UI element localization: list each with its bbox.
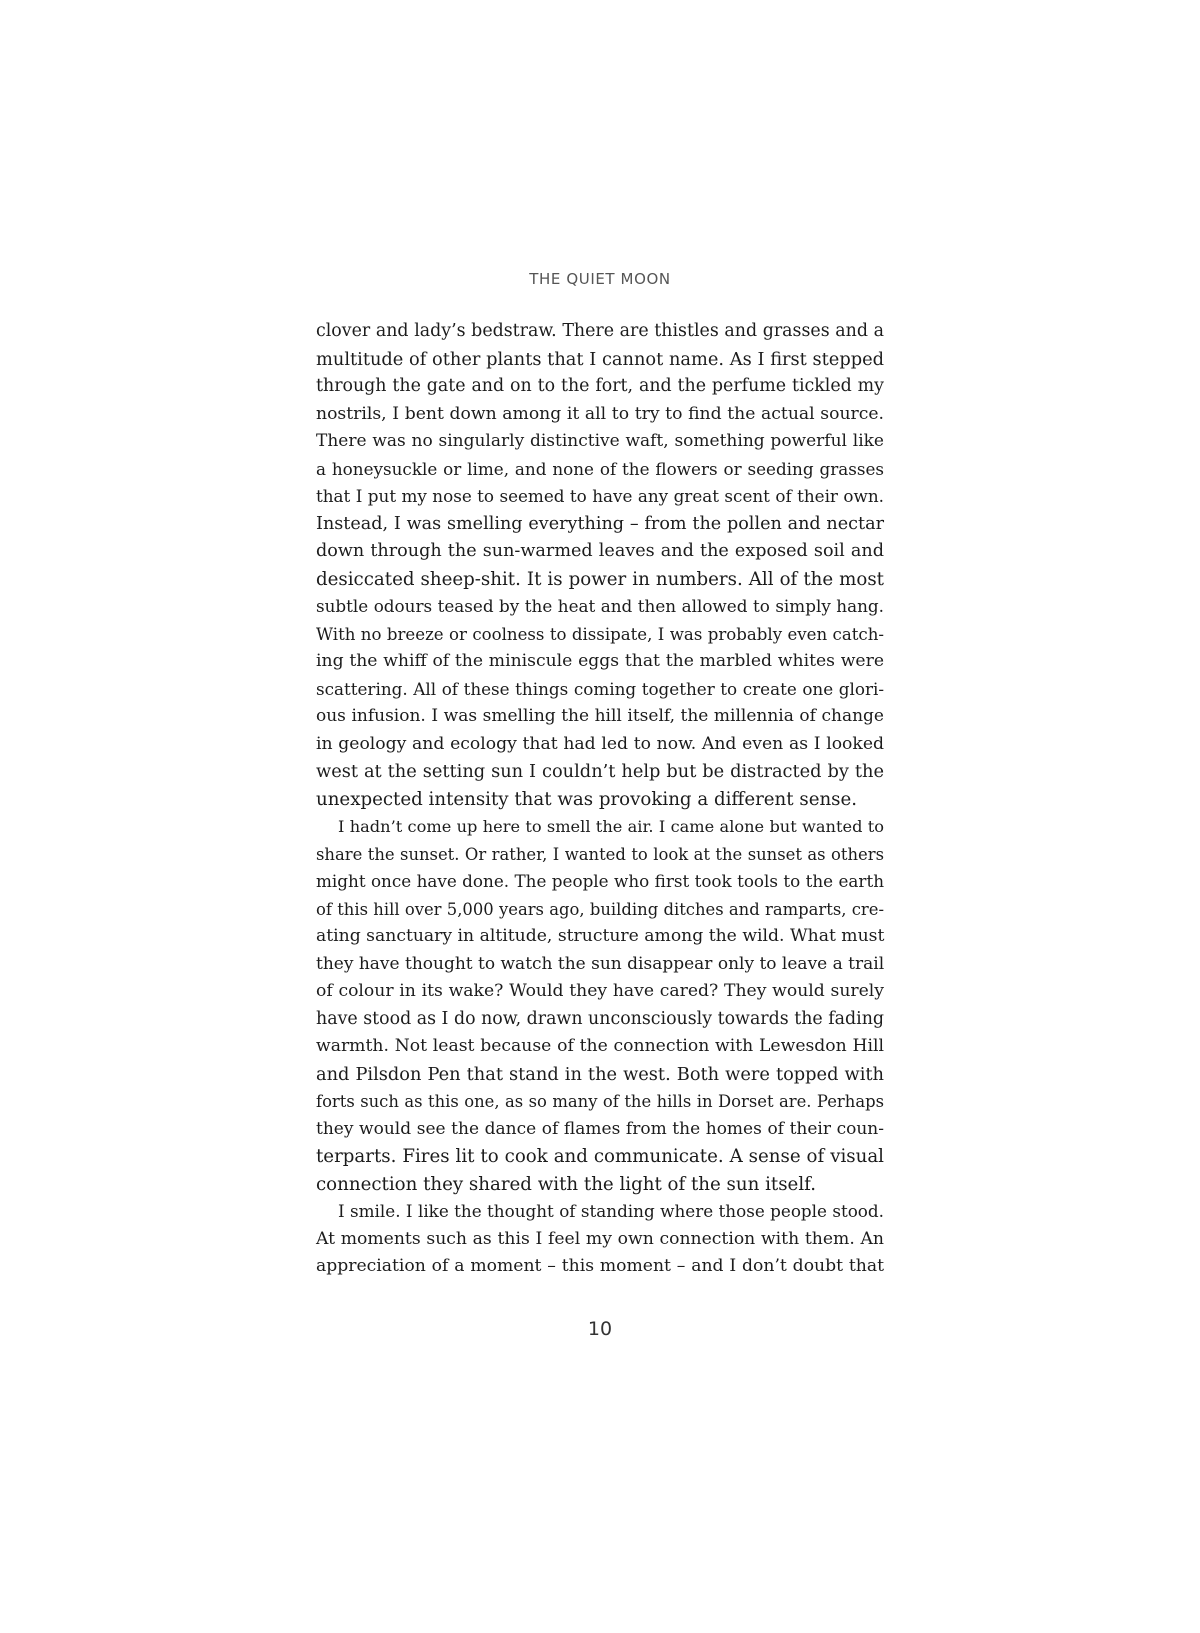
text-line: unexpected intensity that was provoking a different sense.	[316, 788, 858, 810]
text-line: subtle odours teased by the heat and then allowed to simply hang.	[316, 596, 884, 616]
text-line: ating sanctuary in altitude, structure among the wild. What must	[316, 926, 885, 946]
text-line: a honeysuckle or lime, and none of the flowers or seeding grasses	[316, 458, 884, 479]
text-line: ing the whiff of the miniscule eggs that the marbled whites were	[316, 651, 884, 671]
text-line: and Pilsdon Pen that stand in the west. Both were topped with	[316, 1063, 884, 1085]
paragraph	[316, 1198, 884, 1281]
text-line: through the gate and on to the fort, and the perfume tickled my	[316, 376, 884, 396]
text-line: nostrils, I bent down among it all to try to find the actual source.	[316, 403, 884, 424]
text-line: At moments such as this I feel my own connection with them. An	[316, 1228, 884, 1249]
text-line: I smile. I like the thought of standing where those people stood.	[338, 1201, 884, 1221]
text-line: that I put my nose to seemed to have any great scent of their own.	[316, 486, 884, 506]
text-line: ous infusion. I was smelling the hill itself, the millennia of change	[316, 706, 884, 726]
body-text	[316, 318, 884, 1281]
text-line: I hadn’t come up here to smell the air. I came alone but wanted to	[338, 817, 884, 836]
text-line: of this hill over 5,000 years ago, building ditches and ramparts, cre-	[316, 899, 884, 919]
text-line: have stood as I do now, drawn unconsciously towards the fading	[316, 1008, 885, 1029]
text-line: connection they shared with the light of the sun itself.	[316, 1173, 817, 1195]
text-line: forts such as this one, as so many of the hills in Dorset are. Perhaps	[316, 1092, 884, 1111]
text-line: clover and lady’s bedstraw. There are thistles and grasses and a	[316, 321, 884, 341]
text-line: they would see the dance of flames from the homes of their coun-	[316, 1118, 884, 1139]
text-line: share the sunset. Or rather, I wanted to look at the sunset as others	[316, 844, 884, 864]
text-line: west at the setting sun I couldn’t help but be distracted by the	[316, 761, 884, 782]
text-line: they have thought to watch the sun disappear only to leave a trail	[316, 953, 885, 974]
text-line: in geology and ecology that had led to now. And even as I looked	[316, 733, 884, 754]
text-line: desiccated sheep-shit. It is power in numbers. All of the most	[316, 568, 884, 590]
text-line: might once have done. The people who first took tools to the earth	[316, 871, 884, 891]
page-number: 10	[587, 1318, 613, 1340]
running-head: THE QUIET MOON	[529, 270, 671, 288]
text-line: of colour in its wake? Would they have cared? They would surely	[316, 981, 884, 1001]
text-line: scattering. All of these things coming together to create one glori-	[316, 678, 884, 699]
text-line: warmth. Not least because of the connection with Lewesdon Hill	[316, 1036, 884, 1056]
text-line: There was no singularly distinctive waft, something powerful like	[316, 431, 884, 451]
text-line: appreciation of a moment – this moment – and I don’t doubt that	[316, 1256, 884, 1276]
text-line: terparts. Fires lit to cook and communicate. A sense of visual	[316, 1146, 884, 1167]
text-line: Instead, I was smelling everything – from the pollen and nectar	[316, 513, 884, 534]
text-line: down through the sun-warmed leaves and the exposed soil and	[316, 541, 884, 561]
paragraph	[316, 318, 884, 813]
paragraph	[316, 813, 884, 1198]
text-line: multitude of other plants that I cannot name. As I first stepped	[316, 348, 884, 370]
text-line: With no breeze or coolness to dissipate, I was probably even catch-	[316, 624, 884, 644]
